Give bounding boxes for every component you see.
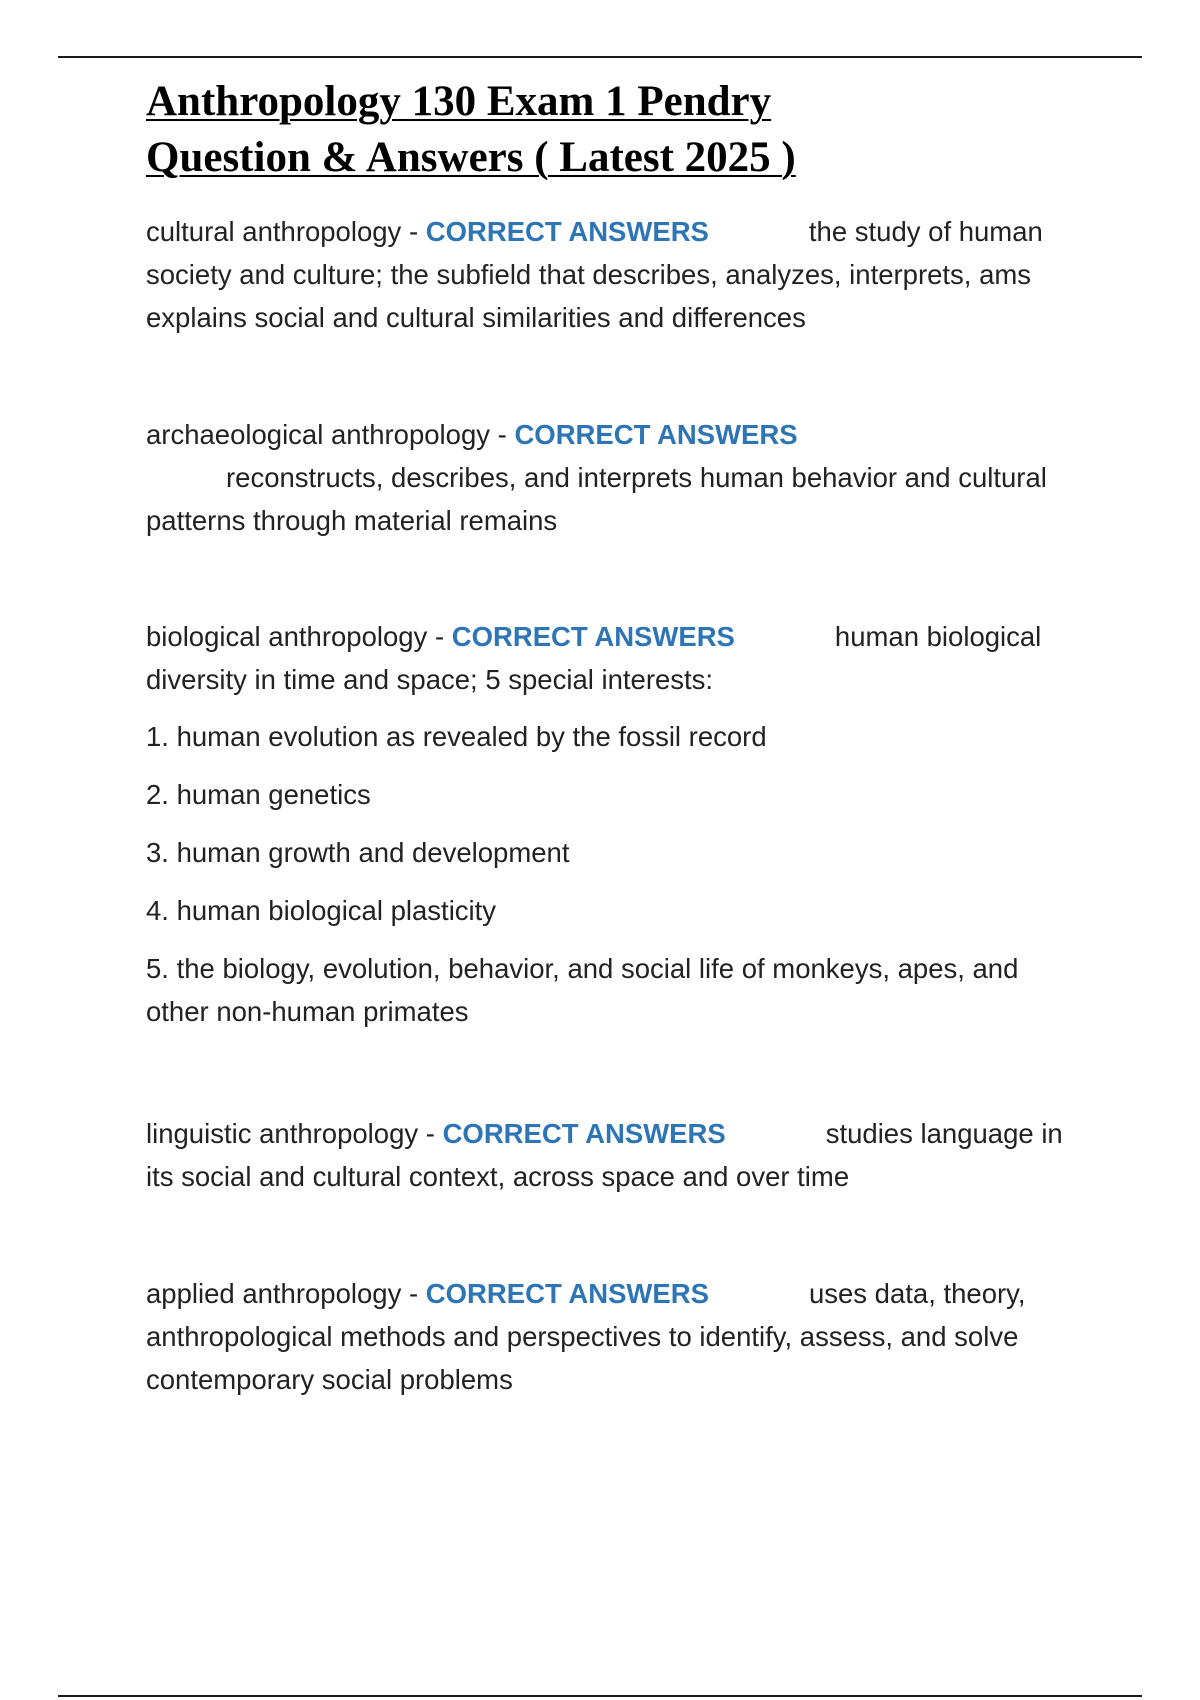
correct-answers-label: CORRECT ANSWERS bbox=[425, 216, 709, 247]
correct-answers-label: CORRECT ANSWERS bbox=[442, 1118, 726, 1149]
term: cultural anthropology - bbox=[146, 216, 426, 247]
term: biological anthropology - bbox=[146, 621, 452, 652]
title-line-1: Anthropology 130 Exam 1 Pendry bbox=[146, 78, 772, 125]
document-title bbox=[146, 74, 1106, 186]
entry-archaeological-anthropology bbox=[146, 413, 1086, 542]
term: applied anthropology - bbox=[146, 1278, 426, 1309]
list-item: 5. the biology, evolution, behavior, and social life of monkeys, apes, and other non-human primates bbox=[146, 953, 1019, 1027]
entry-linguistic-anthropology bbox=[146, 1112, 1086, 1198]
title-line-2: Question & Answers ( Latest 2025 ) bbox=[146, 134, 796, 181]
correct-answers-label: CORRECT ANSWERS bbox=[451, 621, 735, 652]
term: archaeological anthropology - bbox=[146, 419, 515, 450]
answer-text: uses data, theory, bbox=[808, 1278, 1026, 1309]
footer-rule bbox=[58, 1695, 1142, 1697]
answer-text: the study of human bbox=[808, 216, 1043, 247]
list-item: 4. human biological plasticity bbox=[146, 895, 497, 926]
answer-text-continued: society and culture; the subfield that describes, analyzes, interprets, ams explains social and cultural similarities and differences bbox=[146, 259, 1032, 333]
answer-text: reconstructs, describes, and interprets human behavior and cultural patterns through material remains bbox=[146, 462, 1047, 536]
header-rule bbox=[58, 56, 1142, 58]
list-item: 1. human evolution as revealed by the fossil record bbox=[146, 721, 767, 752]
correct-answers-label: CORRECT ANSWERS bbox=[514, 419, 798, 450]
answer-text: studies language bbox=[825, 1118, 1034, 1149]
term: linguistic anthropology - bbox=[146, 1118, 443, 1149]
entry-biological-anthropology bbox=[146, 615, 1086, 701]
answer-text-continued: in its social and cultural context, across space and over time bbox=[146, 1118, 1063, 1192]
list-item: 2. human genetics bbox=[146, 779, 371, 810]
list-item: 3. human growth and development bbox=[146, 837, 570, 868]
correct-answers-label: CORRECT ANSWERS bbox=[425, 1278, 709, 1309]
answer-text-continued: diversity in time and space; 5 special interests: bbox=[146, 664, 714, 695]
entry-cultural-anthropology bbox=[146, 210, 1086, 339]
answer-text: human biological bbox=[834, 621, 1042, 652]
entry-applied-anthropology bbox=[146, 1272, 1086, 1401]
special-interests-list bbox=[146, 715, 1086, 1033]
answer-text-continued: anthropological methods and perspectives to identify, assess, and solve contemporary social problems bbox=[146, 1321, 1019, 1395]
